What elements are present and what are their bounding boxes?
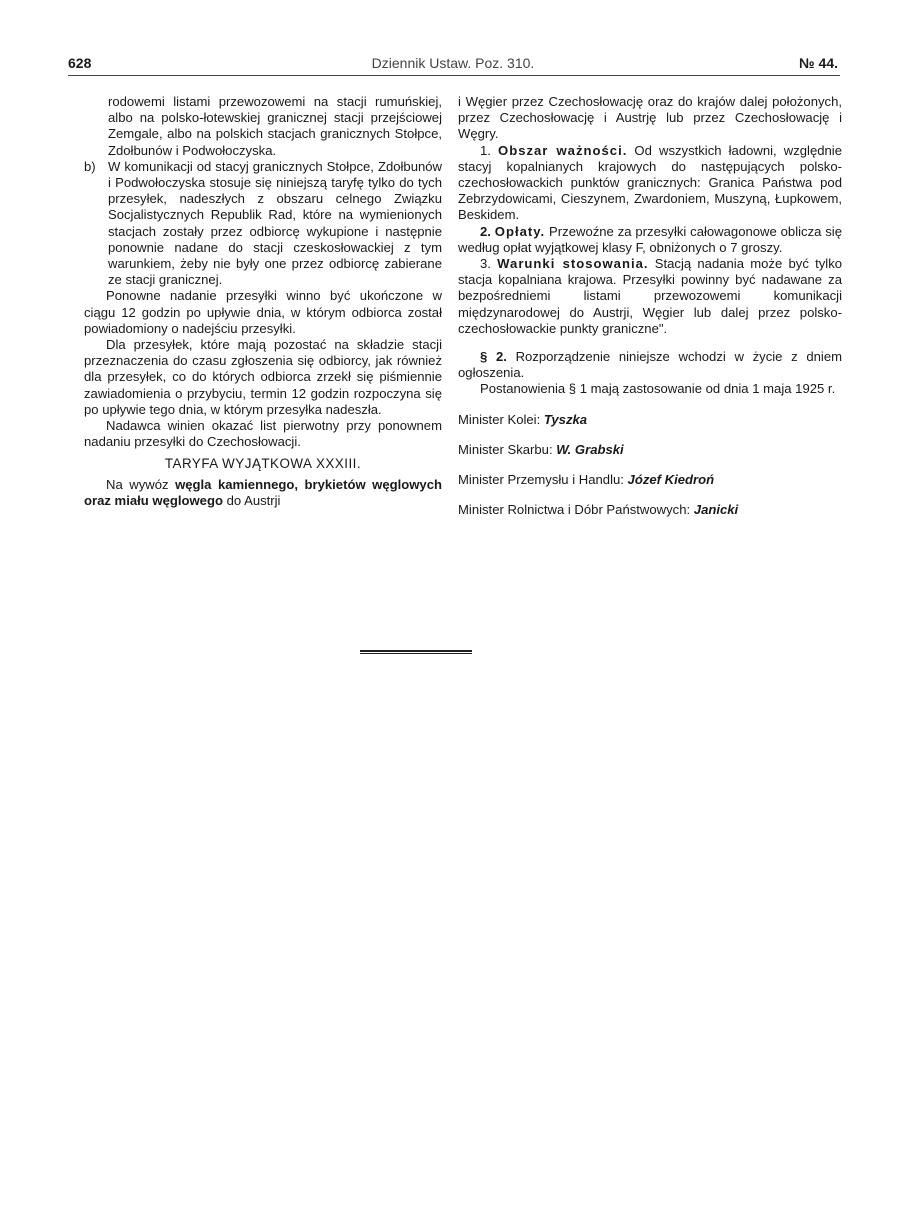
item-b-label: b)	[84, 158, 96, 174]
section-3-text: Stacją nadania może być tylko stacja kopalniana krajowa. Przesyłki powinny być nadawane za bezpośredniemi listami przewozowemi komunikacji międzynarodowej do Austrji, Węgier lub dalej przez polsko-czechosłowackie punkty graniczne".	[458, 256, 843, 336]
signature-3	[458, 472, 842, 488]
signatures	[458, 412, 842, 519]
page-header	[68, 55, 838, 75]
signature-role: Minister Skarbu:	[458, 441, 553, 457]
section-3-number: 3.	[480, 256, 491, 272]
tariff-intro-tail: do Austrji	[222, 492, 281, 508]
section-2-heading: Opłaty.	[494, 223, 546, 239]
end-rule	[360, 650, 472, 652]
tariff-intro-continuation: i Węgier przez Czechosłowację oraz do krajów dalej położonych, przez Czechosłowację i Austrję lub przez Czechosłowację i Węgry.	[458, 94, 842, 142]
paragraph-2	[458, 349, 842, 381]
item-b-text: W komunikacji od stacyj granicznych Stołpce, Zdołbunów i Podwołoczyska stosuje się niniejszą taryfę tylko do tych przesyłek, nadeszłych z obszaru celnego Związku Socjalistycznych Republik Rad, które na wymienionych stacjach zostały przez odbiorcę wykupione i następnie ponownie nadane do stacji czeskosłowackiej z tym warunkiem, żeby nie były one przez odbiorcę zabierane ze stacji granicznej.	[108, 158, 442, 288]
paragraph-effective-date: Postanowienia § 1 mają zastosowanie od dnia 1 maja 1925 r.	[480, 381, 836, 397]
issue-number: № 44.	[799, 55, 838, 71]
tariff-intro	[84, 477, 442, 509]
end-rule-thin	[360, 653, 472, 654]
section-3	[458, 256, 842, 337]
section-1-heading: Obszar ważności.	[498, 142, 628, 158]
paragraph-storage: Dla przesyłek, które mają pozostać na składzie stacji przeznaczenia do czasu zgłoszenia się odbiorcy, jak również dla przesyłek, co do których odbiorca zrzekł się piśmiennie zawiadomienia o przybyciu, termin 12 godzin rozpoczyna się po upływie tego dnia, w którym przesyłka nadeszła.	[84, 337, 442, 417]
left-column	[84, 94, 442, 509]
signature-4	[458, 502, 842, 518]
section-2	[458, 224, 842, 256]
right-column	[458, 94, 842, 518]
signature-role: Minister Przemysłu i Handlu:	[458, 472, 624, 488]
signature-name: Janicki	[693, 502, 739, 518]
section-1	[458, 143, 842, 224]
section-2-text: Przewoźne za przesyłki całowagonowe oblicza się według opłat wyjątkowej klasy F, obniżonych o 7 groszy.	[458, 223, 842, 255]
tariff-goods: węgla kamiennego, brykietów węglowych oraz miału węglowego	[84, 476, 442, 508]
item-b	[84, 159, 442, 289]
section-1-number: 1.	[480, 142, 491, 158]
tariff-intro-lead: Na wywóz	[106, 476, 176, 492]
signature-2	[458, 442, 842, 458]
signature-1	[458, 412, 842, 428]
section-1-text: Od wszystkich ładowni, względnie stacyj kopalnianych krajowych do następujących polsko-czechosłowackich punktów granicznych: Granica Państwa pod Zebrzydowicami, Cieszynem, Zwardoniem, Muszyną, Łupkowem, Beskidem.	[458, 142, 842, 223]
item-a-continuation: rodowemi listami przewozowemi na stacji rumuńskiej, albo na polsko-łotewskiej granicznej stacji przejściowej Zemgale, albo na polskich stacjach granicznych Stołpce, Zdołbunów i Podwołoczyska.	[108, 94, 442, 158]
signature-name: Tyszka	[543, 411, 588, 427]
section-2-number: 2.	[480, 223, 491, 239]
signature-name: W. Grabski	[556, 441, 624, 457]
page-number: 628	[68, 55, 92, 71]
signature-role: Minister Rolnictwa i Dóbr Państwowych:	[458, 502, 691, 518]
journal-title: Dziennik Ustaw. Poz. 310.	[371, 55, 535, 71]
paragraph-2-number: § 2.	[480, 349, 507, 365]
paragraph-reshipment: Ponowne nadanie przesyłki winno być ukończone w ciągu 12 godzin po upływie dnia, w którym odbiorca został powiadomiony o nadejściu przesyłki.	[84, 288, 442, 336]
paragraph-2-text: Rozporządzenie niniejsze wchodzi w życie z dniem ogłoszenia.	[458, 349, 843, 381]
section-3-heading: Warunki stosowania.	[497, 256, 649, 272]
signature-name: Józef Kiedroń	[627, 472, 715, 488]
header-rule	[68, 75, 840, 76]
signature-role: Minister Kolei:	[458, 411, 541, 427]
paragraph-sender: Nadawca winien okazać list pierwotny przy ponownem nadaniu przesyłki do Czechosłowacji.	[84, 418, 442, 450]
tariff-title: TARYFA WYJĄTKOWA XXXIII.	[164, 456, 362, 472]
